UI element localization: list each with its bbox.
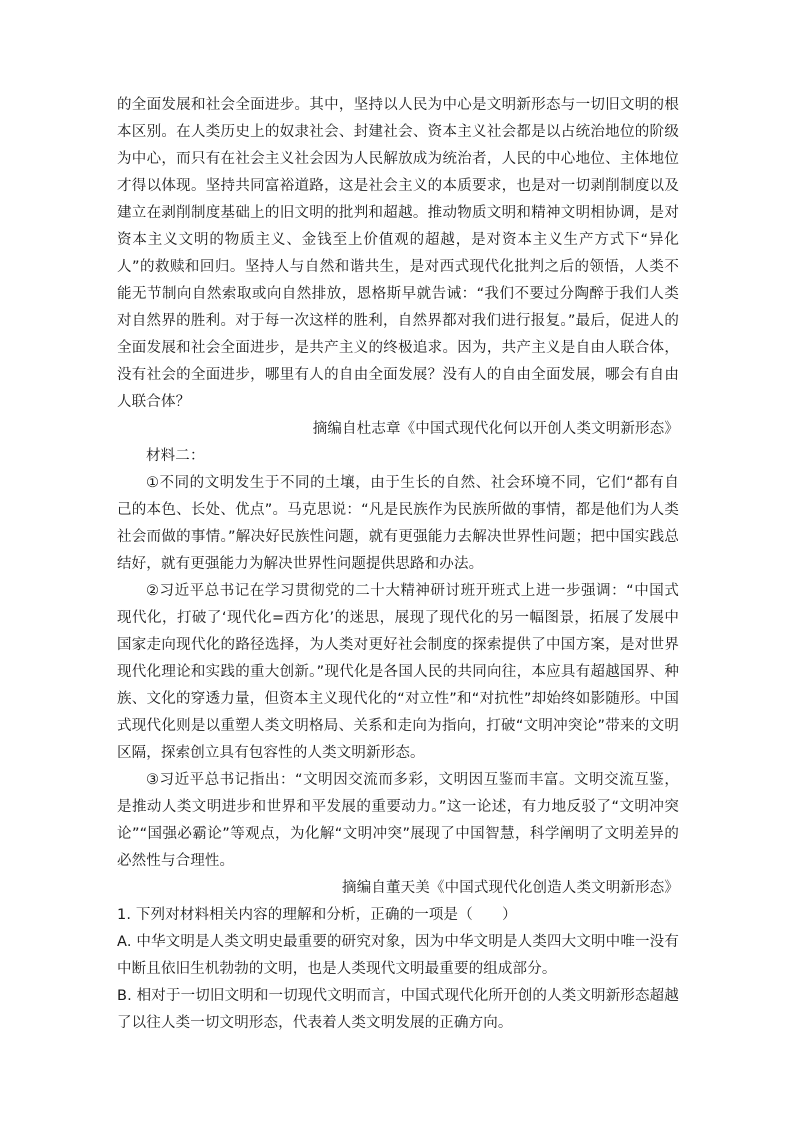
document-page [117,92,679,1037]
material2-paragraph-2: ②习近平总书记在学习贯彻党的二十大精神研讨班开班式上进一步强调：“中国式现代化，打破了‘现代化=西方化’的迷思，展现了现代化的另一幅图景，拓展了发展中国家走向现代化的路径选择，为人类对更好社会制度的探索提供了中国方案，是对世界现代化理论和实践的重大创新。”现代化是各国人民的共同向往，本应具有超越国界、种族、文化的穿透力量，但资本主义现代化的“对立性”和“对抗性”却始终如影随形。中国式现代化则是以重塑人类文明格局、关系和走向为指向，打破“文明冲突论”带来的文明区隔，探索创立具有包容性的人类文明新形态。 [117,583,679,761]
passage1-source: 摘编自杜志章《中国式现代化何以开创人类文明新形态》 [312,421,679,437]
passage1-paragraph: 的全面发展和社会全面进步。其中，坚持以人民为中心是文明新形态与一切旧文明的根本区别。在人类历史上的奴隶社会、封建社会、资本主义社会都是以占统治地位的阶级为中心，而只有在社会主义社会因为人民解放成为统治者，人民的中心地位、主体地位才得以体现。坚持共同富裕道路，这是社会主义的本质要求，也是对一切剥削制度以及建立在剥削制度基础上的旧文明的批判和超越。推动物质文明和精神文明相协调，是对资本主义文明的物质主义、金钱至上价值观的超越，是对资本主义生产方式下“异化人”的救赎和回归。坚持人与自然和谐共生，是对西式现代化批判之后的领悟，人类不能无节制向自然索取或向自然排放，恩格斯早就告诫：“我们不要过分陶醉于我们人类对自然界的胜利。对于每一次这样的胜利，自然界都对我们进行报复。”最后，促进人的全面发展和社会全面进步，是共产主义的终极追求。因为，共产主义是自由人联合体，没有社会的全面进步，哪里有人的自由全面发展？没有人的自由全面发展，哪会有自由人联合体？ [117,97,679,410]
material2-label: 材料二： [146,448,205,464]
material2-source: 摘编自董天美《中国式现代化创造人类文明新形态》 [342,880,679,896]
question1-option-b: B. 相对于一切旧文明和一切现代文明而言，中国式现代化所开创的人类文明新形态超越了以往人类一切文明形态，代表着人类文明发展的正确方向。 [117,988,679,1031]
material2-paragraph-3: ③习近平总书记指出：“文明因交流而多彩，文明因互鉴而丰富。文明交流互鉴，是推动人类文明进步和世界和平发展的重要动力。”这一论述，有力地反驳了“文明冲突论”“国强必霸论”等观点，为化解“文明冲突”展现了中国智慧，科学阐明了文明差异的必然性与合理性。 [117,772,679,869]
question1-option-a: A. 中华文明是人类文明史最重要的研究对象，因为中华文明是人类四大文明中唯一没有中断且依旧生机勃勃的文明，也是人类现代文明最重要的组成部分。 [117,934,679,977]
material2-paragraph-1: ①不同的文明发生于不同的土壤，由于生长的自然、社会环境不同，它们“都有自己的本色、长处、优点”。马克思说：“凡是民族作为民族所做的事情，都是他们为人类社会而做的事情。”解决好民族性问题，就有更强能力去解决世界性问题；把中国实践总结好，就有更强能力为解决世界性问题提供思路和办法。 [117,475,679,572]
question1-stem: 1. 下列对材料相关内容的理解和分析，正确的一项是（ ） [117,907,517,923]
